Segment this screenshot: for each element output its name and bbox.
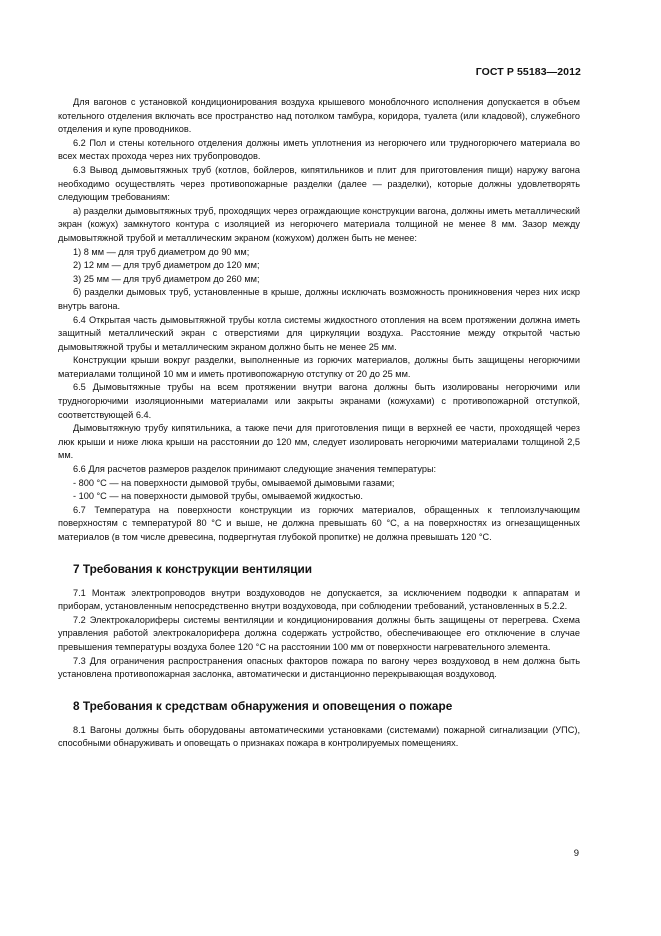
section-7-heading: 7 Требования к конструкции вентиляции: [73, 561, 312, 576]
paragraph: 6.5 Дымовытяжные трубы на всем протяжении внутри вагона должны быть изолированы негорючими или трудногорючими изоляционными материалами или закрыты экранами (кожухами) с противопожарной отступкой, соответствующей 6.4.: [58, 382, 580, 420]
paragraph: Конструкции крыши вокруг разделки, выполненные из горючих материалов, должны быть защищены негорючими материалами толщиной 10 мм и иметь противопожарную отступку от 20 до 25 мм.: [58, 355, 580, 379]
paragraph: 6.4 Открытая часть дымовытяжной трубы котла системы жидкостного отопления на всем протяжении должна иметь защитный металлический экран с отверстиями для циркуляции воздуха. Расстояние между открытой частью дымовытяжной трубы и металлическим экраном должно быть не менее 25 мм.: [58, 314, 580, 352]
page-number: 9: [573, 848, 579, 859]
paragraph: 6.3 Вывод дымовытяжных труб (котлов, бойлеров, кипятильников и плит для приготовления пищи) наружу вагона необходимо осуществлять через противопожарные разделки (далее — разделки), которые должны удовлетворять следующим требованиям:: [58, 164, 580, 203]
standard-number: ГОСТ Р 55183—2012: [475, 66, 581, 78]
list-item: - 800 °С — на поверхности дымовой трубы, омываемой дымовыми газами;: [73, 477, 395, 488]
document-body: [58, 96, 580, 751]
section-8-heading: 8 Требования к средствам обнаружения и оповещения о пожаре: [73, 698, 453, 713]
paragraph: 7.1 Монтаж электропроводов внутри воздуховодов не допускается, за исключением подводки к аппаратам и приборам, установленным непосредственно внутри воздуховода, при соблюдении требований, установленных в 5.2.2.: [58, 587, 580, 612]
paragraph: Для вагонов с установкой кондиционирования воздуха крышевого моноблочного исполнения допускается в объем котельного отделения включать все пространство над потолком тамбура, коридора, туалета (или кладовой), служебного отделения и купе проводников.: [58, 97, 580, 135]
paragraph: а) разделки дымовытяжных труб, проходящих через ограждающие конструкции вагона, должны иметь металлический экран (кожух) замкнутого контура с изоляцией из негорючего материала толщиной не менее 8 мм. Зазор между дымовытяжной трубой и металлическим экраном (кожухом) должен быть не менее:: [58, 205, 580, 243]
paragraph: 7.3 Для ограничения распространения опасных факторов пожара по вагону через воздуховод в нем должна быть установлена противопожарная заслонка, автоматически и дистанционно перекрывающая воздуховод.: [58, 655, 580, 680]
paragraph: 6.2 Пол и стены котельного отделения должны иметь уплотнения из негорючего или трудногорючего материала во всех местах прохода через них трубопроводов.: [58, 137, 580, 162]
paragraph: 6.6 Для расчетов размеров разделок принимают следующие значения температуры:: [73, 464, 437, 475]
paragraph: 7.2 Электрокалориферы системы вентиляции и кондиционирования должны быть защищены от перегрева. Схема управления работой электрокалорифера должна содержать устройство, обеспечивающее его отключение в случае превышения температуры воздуха более 120 °С на расстоянии 100 мм от поверхности нагревательного элемента.: [58, 614, 580, 652]
paragraph: б) разделки дымовых труб, установленные в крыше, должны исключать возможность проникновения через них искр внутрь вагона.: [58, 287, 580, 311]
list-item: 2) 12 мм — для труб диаметром до 120 мм;: [73, 260, 260, 271]
list-item: 1) 8 мм — для труб диаметром до 90 мм;: [73, 246, 250, 257]
list-item: 3) 25 мм — для труб диаметром до 260 мм;: [73, 273, 260, 284]
list-item: - 100 °С — на поверхности дымовой трубы, омываемой жидкостью.: [73, 491, 363, 502]
paragraph: 8.1 Вагоны должны быть оборудованы автоматическими установками (системами) пожарной сигнализации (УПС), способными обнаруживать и оповещать о признаках пожара в контролируемых помещениях.: [58, 724, 580, 749]
paragraph: 6.7 Температура на поверхности конструкции из горючих материалов, обращенных к теплоизлучающим поверхностям с температурой 80 °С и выше, не должна превышать 60 °С, а на поверхностях из огнезащищенных материалов (в том числе древесина, подвергнутая глубокой пропитке) не должна превышать 120 °С.: [58, 504, 580, 542]
paragraph: Дымовытяжную трубу кипятильника, а также печи для приготовления пищи в верхней ее части, проходящей через люк крыши и ниже люка крыши на расстоянии до 120 мм, следует изолировать негорючими материалами толщиной 2,5 мм.: [58, 423, 580, 461]
